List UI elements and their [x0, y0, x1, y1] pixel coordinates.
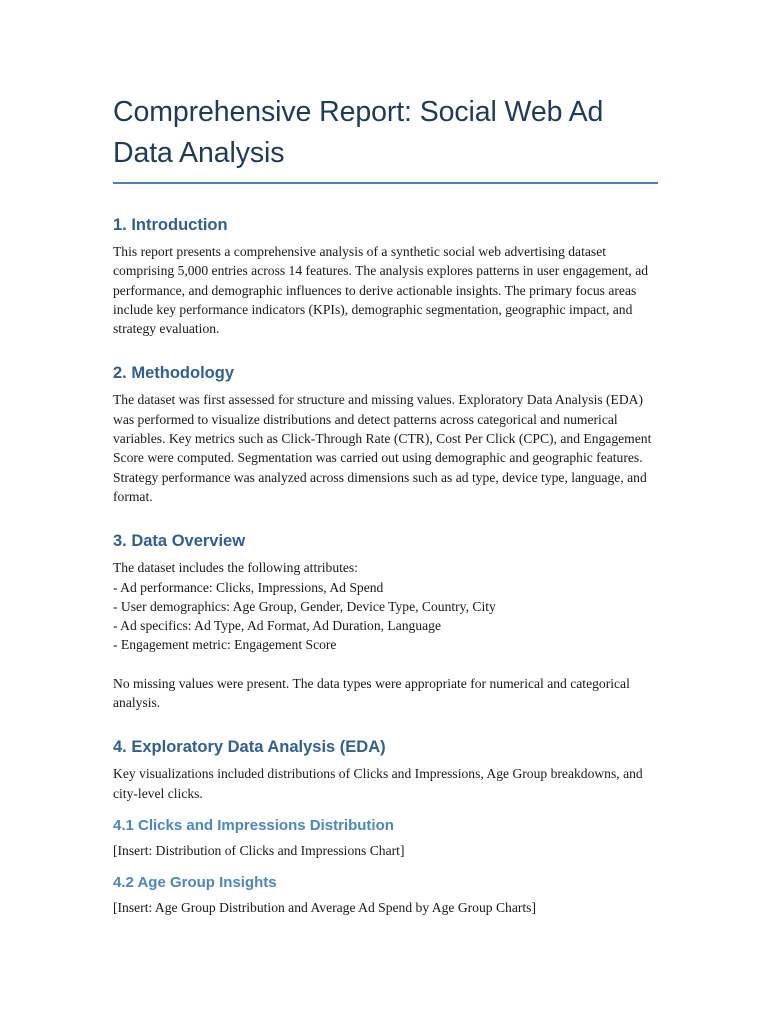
section-data-overview: [113, 530, 658, 712]
title-divider: [113, 182, 658, 184]
section-heading: 2. Methodology: [113, 364, 234, 383]
overview-intro: The dataset includes the following attributes:: [113, 560, 358, 576]
section-paragraph: The dataset was first assessed for structure and missing values. Exploratory Data Analysis (EDA) was performed to visualize distributions and detect patterns across categorical and numerical variables. Key metrics such as Click-Through Rate (CTR), Cost Per Click (CPC), and Engagement Score were computed. Segmentation was carried out using demographic and geographic features. Strategy performance was analyzed across dimensions such as ad type, device type, language, and format.: [113, 392, 652, 504]
section-eda: [113, 736, 658, 917]
attribute-item: - User demographics: Age Group, Gender, Device Type, Country, City: [113, 598, 496, 614]
section-paragraph: Key visualizations included distributions of Clicks and Impressions, Age Group breakdowns, and city-level clicks.: [113, 766, 643, 801]
section-heading: 3. Data Overview: [113, 532, 246, 551]
document-title: Comprehensive Report: Social Web Ad Data Analysis: [113, 96, 604, 169]
section-paragraph: This report presents a comprehensive analysis of a synthetic social web advertising dataset comprising 5,000 entries across 14 features. The analysis explores patterns in user engagement, ad performance, and demographic influences to derive actionable insights. The primary focus areas include key performance indicators (KPIs), demographic segmentation, geographic impact, and strategy evaluation.: [113, 244, 649, 337]
subsection-heading: 4.1 Clicks and Impressions Distribution: [113, 816, 394, 834]
attribute-item: - Ad performance: Clicks, Impressions, Ad Spend: [113, 579, 384, 595]
subsection-heading: 4.2 Age Group Insights: [113, 874, 277, 892]
chart-placeholder: [Insert: Distribution of Clicks and Impressions Chart]: [113, 842, 405, 858]
section-heading: 1. Introduction: [113, 216, 228, 234]
section-methodology: [113, 362, 658, 506]
attribute-item: - Ad specifics: Ad Type, Ad Format, Ad Duration, Language: [113, 618, 442, 634]
attribute-item: - Engagement metric: Engagement Score: [113, 637, 337, 653]
overview-note: No missing values were present. The data types were appropriate for numerical and categorical analysis.: [113, 675, 630, 711]
section-heading: 4. Exploratory Data Analysis (EDA): [113, 738, 386, 757]
section-introduction: [113, 214, 658, 338]
document-page: [113, 92, 658, 918]
chart-placeholder: [Insert: Age Group Distribution and Average Ad Spend by Age Group Charts]: [113, 900, 536, 916]
